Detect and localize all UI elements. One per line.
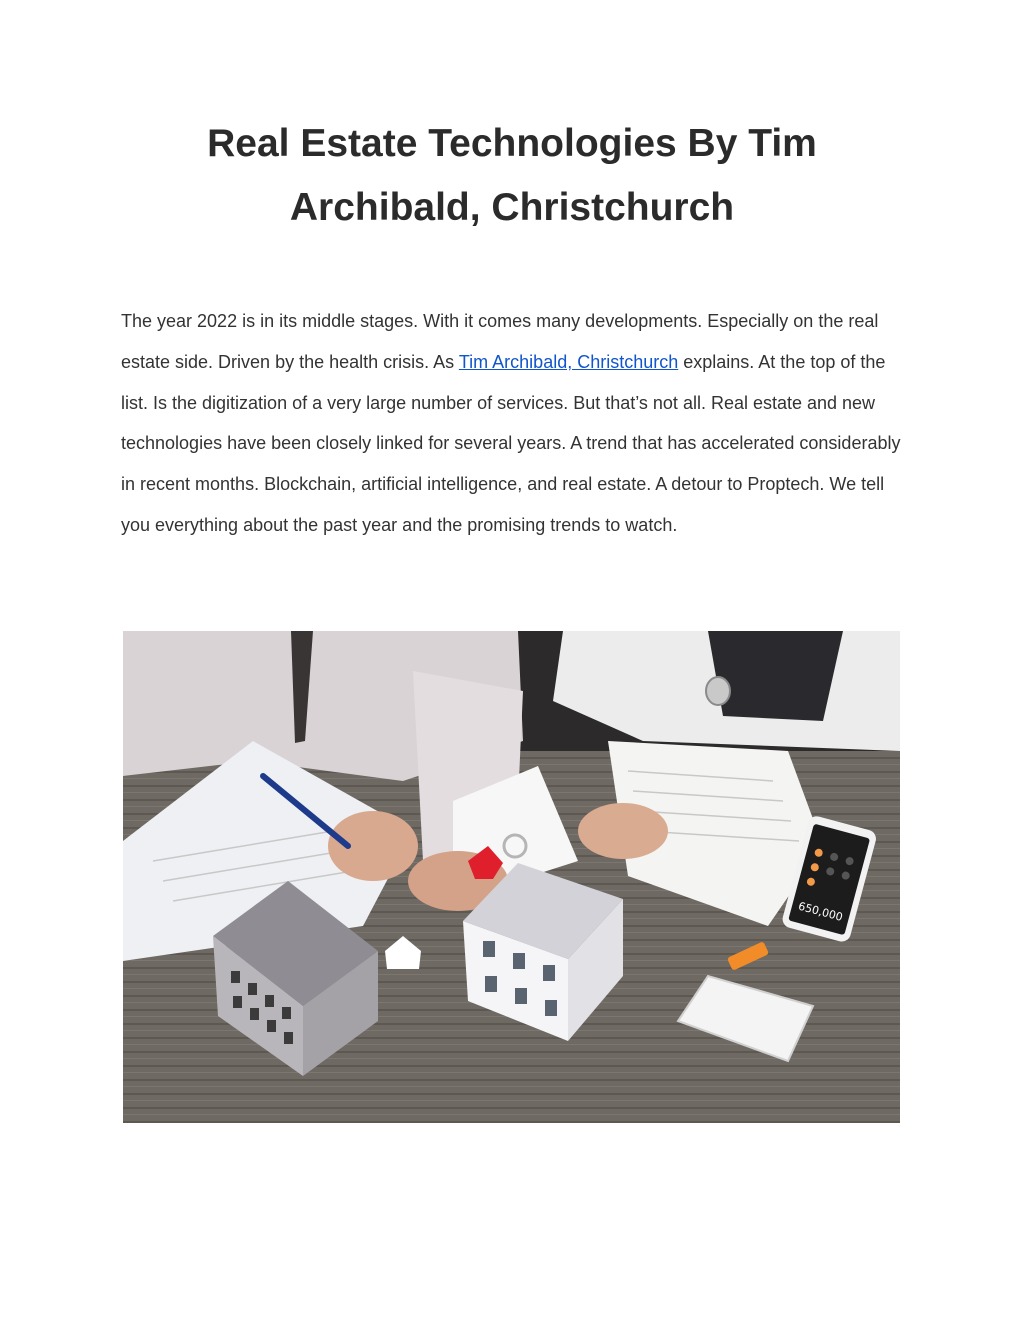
- intro-paragraph: [121, 301, 911, 546]
- writing-hand: [328, 811, 418, 881]
- paragraph-text-before-link: The year 2022 is in its middle stages. With it comes many developments. Especially on the real estate side. Driven by the health crisis. As: [121, 311, 879, 372]
- calculator-display: 650,000: [796, 899, 845, 924]
- real-estate-photo: [123, 631, 900, 1123]
- wrist-watch: [706, 677, 730, 705]
- paragraph-text-after-link: explains. At the top of the list. Is the digitization of a very large number of services. But that’s not all. Real estate and new technologies have been closely linked for several years. A trend that has accelerated considerably in recent months. Blockchain, artificial intelligence, and real estate. A detour to Proptech. We tell you everything about the past year and the promising trends to watch.: [121, 351, 901, 535]
- right-hand: [578, 803, 668, 859]
- page-title: Real Estate Technologies By Tim Archibald, Christchurch: [207, 122, 817, 229]
- author-link[interactable]: Tim Archibald, Christchurch: [458, 351, 679, 372]
- right-person-vest: [708, 631, 843, 721]
